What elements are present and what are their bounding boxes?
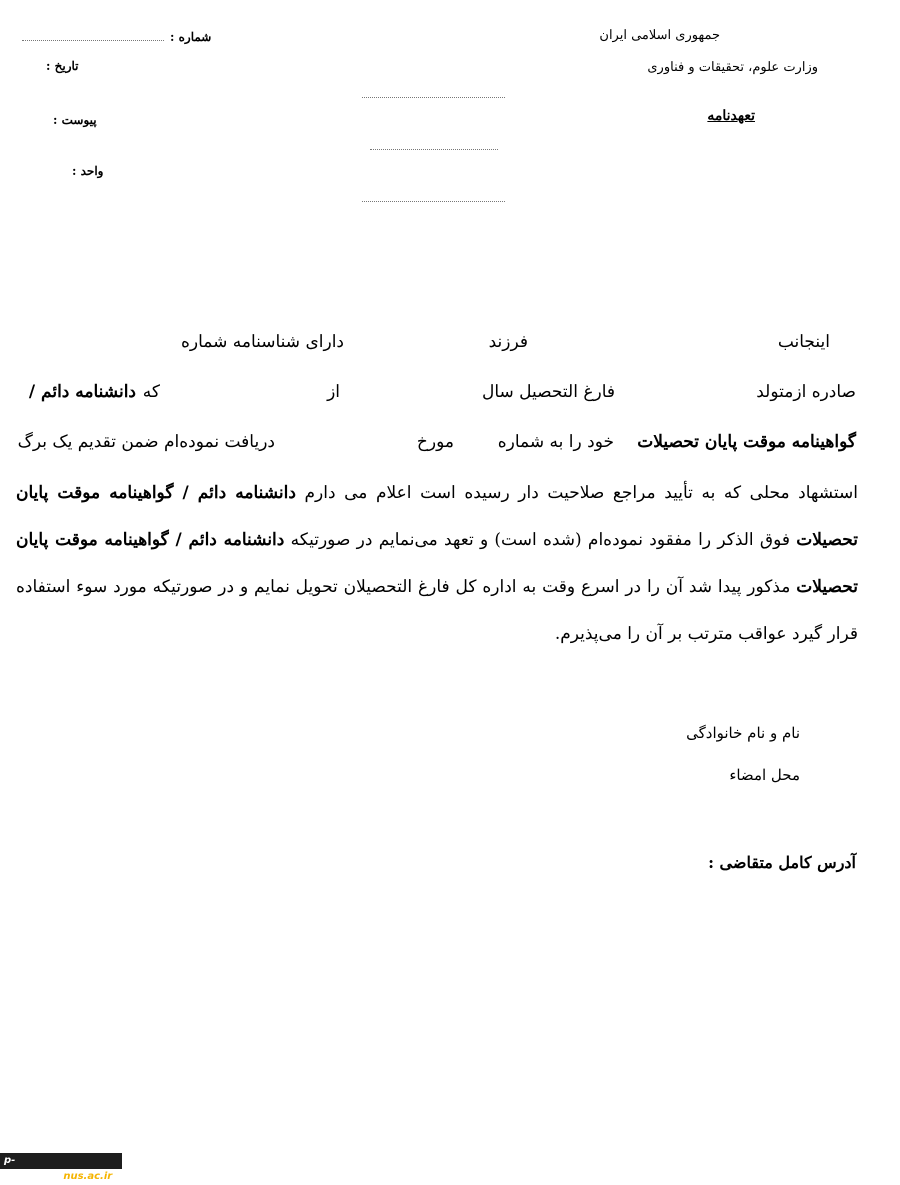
permanent-degree-text: دانشنامه دائم / <box>28 382 136 402</box>
dated-text: مورخ <box>416 432 454 452</box>
child-of-text: فرزند <box>488 332 528 352</box>
number-field-line <box>22 40 164 41</box>
commitment-paragraph <box>16 470 858 658</box>
watermark-suffix: nus.ac.ir <box>63 1171 113 1182</box>
paragraph-text: مذکور پیدا شد آن را در اسرع وقت به اداره کل فارغ التحصیلان تحویل نمایم و در صورتیکه مورد سوء استفاده قرار گیرد عواقب مترتب بر آن را می‌پذیرم. <box>16 577 858 644</box>
divider-line <box>370 149 498 150</box>
site-watermark <box>0 1153 122 1182</box>
country-name: جمهوری اسلامی ایران <box>599 28 720 43</box>
date-label: تاریخ : <box>46 59 79 73</box>
issued-born-text: صادره ازمتولد <box>756 382 856 402</box>
address-label: آدرس کامل متقاضی : <box>708 853 856 872</box>
received-submit-text: دریافت نموده‌ام ضمن تقدیم یک برگ <box>17 432 275 452</box>
id-number-text: دارای شناسنامه شماره <box>180 332 344 352</box>
number-label: شماره : <box>170 30 212 44</box>
sign-place-label: محل امضاء <box>729 766 800 784</box>
from-text: از <box>327 382 340 402</box>
undersigned-text: اینجانب <box>777 332 830 352</box>
attachment-label: پیوست : <box>53 113 97 127</box>
provisional-certificate-text: گواهینامه موقت پایان تحصیلات <box>637 432 856 452</box>
paragraph-bold-text: دانشنامه دائم / گواهینامه موقت پایان تحصیلات <box>16 530 858 597</box>
graduate-year-text: فارغ التحصیل سال <box>482 382 615 402</box>
unit-label: واحد : <box>72 164 104 178</box>
own-number-text: خود را به شماره <box>497 432 614 452</box>
paragraph-bold-text: دانشنامه دائم / گواهینامه موقت پایان تحصیلات <box>16 483 858 550</box>
divider-line <box>362 201 505 202</box>
full-name-label: نام و نام خانوادگی <box>686 724 800 742</box>
that-text: که <box>142 382 160 402</box>
divider-line <box>362 97 505 98</box>
paragraph-text: فوق الذکر را مفقود نموده‌ام (شده است) و تعهد می‌نمایم در صورتیکه <box>284 530 797 550</box>
document-title: تعهدنامه <box>707 108 755 124</box>
ministry-name: وزارت علوم، تحقیقات و فناوری <box>647 60 818 75</box>
watermark-prefix: p-safadasht. <box>4 1155 64 1182</box>
paragraph-text: استشهاد محلی که به تأیید مراجع صلاحیت دار رسیده است اعلام می دارم <box>295 483 858 503</box>
